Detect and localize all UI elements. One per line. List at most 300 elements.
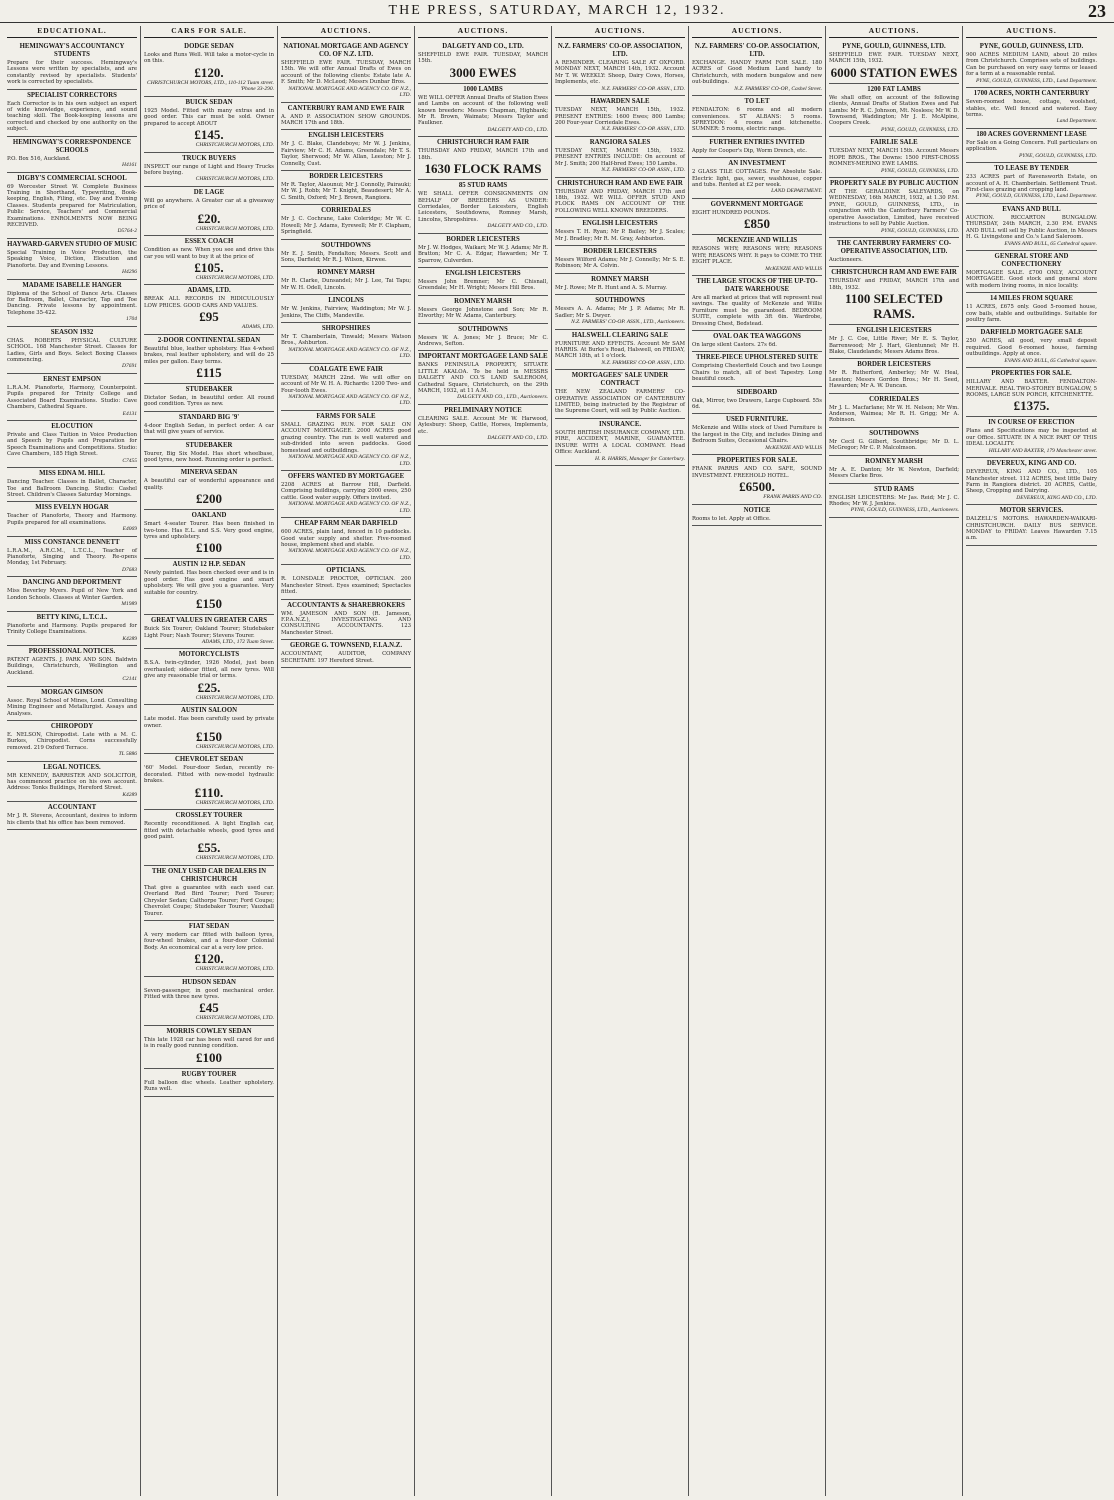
ad-title: COALGATE EWE FAIR bbox=[309, 365, 383, 373]
advertisement bbox=[829, 137, 959, 178]
ad-sign: E4131 bbox=[122, 410, 137, 417]
ad-title: CHRISTCHURCH RAM AND EWE FAIR bbox=[557, 179, 683, 187]
ad-price: £55. bbox=[197, 840, 221, 856]
advertisement bbox=[418, 137, 548, 180]
ad-sign: PYNE, GOULD, GUINNESS, LTD., Land Department. bbox=[975, 193, 1097, 200]
ad-title: BETTY KING, L.T.C.L. bbox=[36, 613, 108, 621]
advertisement bbox=[144, 440, 274, 468]
ad-body: Mr R. Taylor, Alaounui; Mr J. Connolly, Pairauki; Mr W. J. Robb; Mr T. Knight, Beaudesert; Mr A. C. Smith, Oxford; Mr J. Brown, Rangiora. bbox=[281, 182, 411, 201]
column-2 bbox=[141, 26, 278, 1496]
ad-body: CHAS. ROBERTS PHYSICAL CULTURE SCHOOL. 168 Manchester Street. Classes for Ladies, Girls and Boys. Select Boxing Classes commencing. bbox=[7, 337, 137, 363]
ad-sign: DALGETY AND CO., LTD. bbox=[487, 435, 548, 442]
ad-body: Comprising Chesterfield Couch and two Lounge Chairs to match, all of best Tapestry. Long beautiful couch. bbox=[692, 363, 822, 383]
ad-sign: CHRISTCHURCH MOTORS, LTD. bbox=[195, 274, 274, 281]
ad-title: ROMNEY MARSH bbox=[317, 269, 375, 277]
ad-body: Mr W. Jenkins, Fairview, Waddington; Mr W. J. Jenkins, The Cliffs, Mandeville. bbox=[281, 306, 411, 319]
ad-sign: CHRISTCHURCH MOTORS, LTD. bbox=[195, 176, 274, 183]
ad-sign: H4296 bbox=[122, 269, 137, 276]
ad-body: ACCOUNTANT, AUDITOR, COMPANY SECRETARY. 197 Hereford Street. bbox=[281, 651, 411, 664]
ad-sign: N.Z. FARMERS' CO-OP. ASSN., LTD. bbox=[601, 126, 685, 133]
ad-title: HEMINGWAY'S ACCOUNTANCY STUDENTS bbox=[19, 43, 125, 58]
advertisement bbox=[692, 331, 822, 352]
ad-sign: PYNE, GOULD, GUINNESS, LTD., Land Department. bbox=[975, 77, 1097, 84]
advertisement bbox=[829, 84, 959, 138]
ad-body: Mr J. R. Stevens, Accountant, desires to inform his clients that his office has been removed. bbox=[7, 813, 137, 826]
ad-sign: D7683 bbox=[122, 566, 137, 573]
ad-title: CORRIEDALES bbox=[321, 207, 371, 215]
ad-body: 4-door English Sedan, in perfect order. A car that will give years of service. bbox=[144, 422, 274, 436]
ad-title: MOTOR SERVICES. bbox=[999, 507, 1064, 515]
ad-sign: PYNE, GOULD, GUINNESS, LTD., Auctioneers. bbox=[850, 507, 959, 514]
column-heading: AUCTIONS. bbox=[966, 26, 1097, 38]
ad-body: PATENT AGENTS. J. PARK AND SON. Baldwin Buildings, Christchurch, Wellington and Auckland. bbox=[7, 657, 137, 676]
advertisement bbox=[692, 352, 822, 386]
ad-title: AN INVESTMENT bbox=[728, 160, 786, 168]
ad-title: N.Z. FARMERS' CO-OP. ASSOCIATION, LTD. bbox=[557, 43, 683, 58]
ad-title: IN COURSE OF ERECTION bbox=[988, 419, 1075, 427]
ad-title: PYNE, GOULD, GUINNESS, LTD. bbox=[842, 43, 946, 50]
ad-body: BREAK ALL RECORDS IN RIDICULOUSLY LOW PRICES. GOOD CARS AND VALUES. bbox=[144, 296, 274, 309]
column-heading: AUCTIONS. bbox=[281, 26, 411, 38]
ad-title: HUDSON SEDAN bbox=[182, 978, 236, 986]
ad-title: RUGBY TOURER bbox=[181, 1070, 237, 1078]
ad-price: 6000 STATION EWES bbox=[830, 64, 958, 80]
ad-body: SOUTH BRITISH INSURANCE COMPANY, LTD. FIRE, ACCIDENT, MARINE, GUARANTEE. INSURE WITH A LOCAL COMPANY. Head Office: Auckland. bbox=[555, 429, 685, 456]
ad-title: ACCOUNTANT bbox=[47, 804, 97, 812]
ad-title: SOUTHDOWNS bbox=[458, 325, 508, 333]
ad-title: MADAME ISABELLE HANGER bbox=[22, 281, 122, 289]
ad-title: CANTERBURY RAM AND EWE FAIR bbox=[287, 104, 405, 112]
ad-title: OPTICIANS. bbox=[326, 567, 366, 575]
advertisement bbox=[966, 41, 1097, 88]
ad-body: THURSDAY AND FRIDAY, MARCH 17th and 18th, 1932. WE WILL OFFER STUD AND FLOCK RAMS ON ACCOUNT OF THE FOLLOWING WELL KNOWN BREEDERS. bbox=[555, 188, 685, 214]
ad-body: Seven-passenger, in good mechanical order. Fitted with three new tyres. bbox=[144, 987, 274, 1001]
advertisement bbox=[144, 335, 274, 384]
ad-body: 2208 ACRES at Barrow Hill, Darfield. Comprising buildings, carrying 2000 ewes, 250 cattle. Good water supply. Offers invited. bbox=[281, 482, 411, 501]
advertisement bbox=[692, 387, 822, 415]
advertisement bbox=[555, 370, 685, 419]
advertisement bbox=[829, 325, 959, 359]
ad-title: MISS EDNA M. HILL bbox=[39, 470, 105, 478]
advertisement bbox=[144, 866, 274, 921]
ad-title: ENGLISH LEICESTERS bbox=[582, 220, 658, 228]
ad-body: Mr R. Rutherford, Amberley; Mr W. Heal, Leeston; Messrs Gordon Bros.; Mr H. Seed, Hawarden; Mr A. W. Duncan. bbox=[829, 370, 959, 390]
ad-body: Mr R. Clarke, Dunsandel; Mr J. Lee, Tai Tapu; Mr W. H. Odell, Lincoln. bbox=[281, 278, 411, 291]
ad-body: WE WILL OFFER Annual Drafts of Station Ewes and Lambs on account of the following well known breeders: Messrs Chapman, Highbank; Mr R. Brown, Waimate; Messrs Taylor and Faulkner. bbox=[418, 94, 548, 127]
ad-price: £20. bbox=[197, 210, 221, 226]
ad-price: £150 bbox=[196, 596, 222, 612]
ad-title: ROMNEY MARSH bbox=[454, 297, 512, 305]
ad-title: LINCOLNS bbox=[328, 297, 364, 305]
ad-sign: NATIONAL MORTGAGE AND AGENCY CO. OF N.Z., LTD. bbox=[288, 501, 411, 514]
ad-body: Newly painted. Has been checked over and is in good order. Has good engine and smart upholstery. We will give you a guarantee. Very suitable for country. bbox=[144, 570, 274, 596]
ad-title: CHRISTCHURCH RAM AND EWE FAIR bbox=[831, 269, 957, 277]
ad-price: 1100 SELECTED RAMS. bbox=[845, 291, 943, 322]
ad-title: STUDEBAKER bbox=[185, 441, 233, 449]
ad-body: Teacher of Pianoforte, Theory and Harmony. Pupils prepared for all examinations. bbox=[7, 513, 137, 526]
advertisement bbox=[7, 537, 137, 578]
ad-title: MINERVA SEDAN bbox=[180, 469, 238, 477]
advertisement bbox=[7, 646, 137, 687]
ad-body: We shall offer, on account of the following clients, Annual Drafts of Station Ewes and Fat Lambs: Mr R. C. Johnson, Mt. Noslees; Mr W. D. Townsend, Waddington; Mr J. E. McAlpine, Coopers Creek. bbox=[829, 94, 959, 127]
ad-body: 69 Worcester Street W. Complete Business Training in Shorthand, Typewriting, Book-keeping, English, Filing, etc. Day and Evening Classes. Students prepared for Matriculation, Public Service, Teachers' and Commercial Examinations. ENROLMENTS NOW BEING RECEIVED. bbox=[7, 183, 137, 228]
ad-sign: D5764-2 bbox=[117, 228, 137, 235]
ad-price: £25. bbox=[197, 679, 221, 695]
ad-sign: DEVEREUX, KING AND CO., LTD. bbox=[1016, 494, 1097, 501]
ad-body: Assoc. Royal School of Mines, Lond. Consulting Mining Engineer and Metallurgist. Assays and Analyses. bbox=[7, 697, 137, 717]
ad-title: NOTICE bbox=[743, 506, 771, 514]
ad-sign: CHRISTCHURCH MOTORS, LTD. bbox=[195, 1015, 274, 1022]
ad-title: THE CANTERBURY FARMERS' CO-OPERATIVE ASSOCIATION, LTD. bbox=[836, 240, 952, 255]
ad-title: USED FURNITURE. bbox=[726, 416, 788, 424]
ad-title: ELOCUTION bbox=[51, 423, 93, 430]
ad-body: B.S.A. twin-cylinder, 1926 Model, just been overhauled; sidecar fitted, all new tyres. Will give any reasonable trial or terms. bbox=[144, 660, 274, 680]
ad-sign: H. R. HARRIS, Manager for Canterbury. bbox=[595, 455, 685, 462]
ad-title: ENGLISH LEICESTERS bbox=[308, 132, 384, 140]
ad-body: HILLARY AND BAXTER. FENDALTON-MERIVALE. REAL TWO-STOREY BUNGALOW, 5 ROOMS, LARGE SUN PORCH, KITCHENETTE. bbox=[966, 379, 1097, 398]
advertisement bbox=[281, 240, 411, 268]
column-heading: AUCTIONS. bbox=[829, 26, 959, 38]
advertisement bbox=[144, 97, 274, 153]
advertisement bbox=[418, 180, 548, 234]
page-number: 23 bbox=[1088, 1, 1106, 21]
advertisement bbox=[281, 600, 411, 641]
ad-title: OAKLAND bbox=[191, 512, 227, 520]
advertisement bbox=[418, 351, 548, 405]
ad-title: ROMNEY MARSH bbox=[865, 457, 923, 465]
ad-sign: CHRISTCHURCH MOTORS, LTD. bbox=[195, 799, 274, 806]
advertisement bbox=[966, 417, 1097, 458]
ad-title: IMPORTANT MORTGAGEE LAND SALE bbox=[418, 353, 548, 361]
ad-title: MORTGAGEES' SALE UNDER CONTRACT bbox=[571, 372, 669, 388]
ad-title: LEGAL NOTICES. bbox=[43, 763, 101, 771]
ad-title: ESSEX COACH bbox=[184, 238, 234, 246]
ad-body: DALZELL'S MOTORS. HAWARDEN-WAIKARI-CHRISTCHURCH. DAILY BUS SERVICE. MONDAY to FRIDAY: Leaves Hawarden 7.15 a.m. bbox=[966, 516, 1097, 542]
ad-body: Messrs A. A. Adams; Mr J. P. Adams; Mr R. Sadler; Mr S. Dwyer. bbox=[555, 306, 685, 319]
ad-body: Special Training in Voice Production, the Speaking Voice, Diction, Elocution and Pianoforte. Day and Evening Lessons. bbox=[7, 249, 137, 269]
advertisement bbox=[692, 158, 822, 199]
ad-body: Messrs W. A. Jones; Mr J. Bruce; Mr C. Andrews, Sefton. bbox=[418, 334, 548, 347]
ad-price: £100 bbox=[196, 540, 222, 556]
advertisement bbox=[966, 204, 1097, 251]
ad-title: CROSSLEY TOURER bbox=[175, 812, 243, 820]
ad-title: FIAT SEDAN bbox=[188, 922, 230, 930]
advertisement bbox=[281, 267, 411, 295]
column-7 bbox=[826, 26, 963, 1496]
ad-sign: EVANS AND BULL, 65 Cathedral square. bbox=[1004, 357, 1097, 364]
advertisement bbox=[829, 394, 959, 428]
ad-body: Mr Cecil G. Gilbert, Southbridge; Mr D. L. McGregor; Mr C. P. Malcolmson. bbox=[829, 438, 959, 452]
ad-title: GENERAL STORE AND CONFECTIONERY bbox=[994, 253, 1069, 268]
ad-title: PROFESSIONAL NOTICES. bbox=[28, 648, 116, 655]
ad-sign: E4069 bbox=[122, 526, 137, 533]
ad-title: DANCING AND DEPORTMENT bbox=[22, 579, 122, 587]
ad-body: A very modern car fitted with balloon tyres, four-wheel brakes, and a four-door Colonial Body. An economical car at a very low price. bbox=[144, 931, 274, 951]
ad-title: HALSWELL CLEARING SALE bbox=[571, 331, 669, 339]
ad-sign: PYNE, GOULD, GUINNESS, LTD. bbox=[1019, 152, 1097, 159]
advertisement bbox=[692, 414, 822, 455]
advertisement bbox=[966, 88, 1097, 129]
ad-body: L.R.A.M. Pianoforte, Harmony, Counterpoint. Pupils prepared for Trinity College and Associated Board Examinations. Studio: Cave Chambers, Cathedral Square. bbox=[7, 384, 137, 411]
ad-title: ERNEST EMPSON bbox=[43, 375, 101, 383]
ad-body: For Sale on a Going Concern. Full particulars on application. bbox=[966, 139, 1097, 153]
ad-sign: DALGETY AND CO., LTD., Auctioneers. bbox=[457, 394, 548, 401]
ad-title: SHROPSHIRES bbox=[321, 324, 371, 332]
ad-body: '60' Model. Four-door Sedan, recently re-decorated. Fitted with new-model hydraulic brakes. bbox=[144, 765, 274, 785]
advertisement bbox=[555, 330, 685, 371]
ad-title: SIDEBOARD bbox=[736, 388, 778, 396]
column-heading: AUCTIONS. bbox=[692, 26, 822, 38]
ad-price: £110. bbox=[194, 784, 224, 800]
advertisement bbox=[144, 187, 274, 236]
advertisement bbox=[7, 577, 137, 611]
advertisement bbox=[7, 374, 137, 421]
advertisement bbox=[966, 458, 1097, 505]
ad-body: SMALL GRAZING RUN. FOR SALE ON ACCOUNT MORTGAGEE. 2000 ACRES good grazing country. The run is well watered and sub-divided into seven paddocks. Good homestead and outbuildings. bbox=[281, 421, 411, 454]
ad-body: Rooms to let. Apply at Office. bbox=[692, 515, 771, 522]
ad-body: Smart 4-seater Tourer. Has been finished in two-tone. Has E.L. and S.S. Very good engine, tyres and upholstery. bbox=[144, 521, 274, 541]
ad-body: Mr J. C. Cochrane, Lake Coleridge; Mr W. C. Howell; Mr J. Adams, Eyrewell; Mr F. Clapham, Springfield. bbox=[281, 216, 411, 236]
classified-columns bbox=[4, 26, 1110, 1496]
advertisement bbox=[829, 267, 959, 325]
ad-title: OVAL OAK TEA WAGGONS bbox=[713, 333, 801, 341]
advertisement bbox=[144, 467, 274, 510]
ad-sign: CHRISTCHURCH MOTORS, LTD., 110-112 Tuam street. 'Phone 33-290. bbox=[147, 79, 274, 93]
advertisement bbox=[966, 327, 1097, 368]
advertisement bbox=[144, 412, 274, 440]
advertisement bbox=[144, 236, 274, 285]
advertisement bbox=[7, 327, 137, 374]
advertisement bbox=[281, 565, 411, 599]
ad-title: DE LAGE bbox=[193, 188, 225, 196]
ad-title: MISS EVELYN HOGAR bbox=[35, 504, 109, 512]
ad-title: CHIROPODY bbox=[50, 722, 94, 730]
ad-body: McKenzie and Willis stock of Used Furniture is the largest in the City, and includes Dining and Bedroom Suites, Occasional Chairs. bbox=[692, 425, 822, 445]
ad-body: TUESDAY NEXT, MARCH 15th, 1932. PRESENT ENTRIES: 1600 Ewes; 800 Lambs; 200 Four-year Corriedale Ewes. bbox=[555, 107, 685, 126]
advertisement bbox=[7, 721, 137, 762]
ad-title: ENGLISH LEICESTERS bbox=[856, 327, 932, 335]
advertisement bbox=[281, 471, 411, 518]
ad-body: THURSDAY AND FRIDAY, MARCH 17th and 18th. bbox=[418, 148, 548, 161]
advertisement bbox=[555, 41, 685, 96]
ad-sign: NATIONAL MORTGAGE AND AGENCY CO. OF N.Z., LTD. bbox=[288, 346, 411, 360]
ad-body: A beautiful car of wonderful appearance and quality. bbox=[144, 478, 274, 491]
ad-body: Messrs John Bremner; Mr C. Chisnall, Greendale; Mr H. Wright; Messrs Hill Bros. bbox=[418, 278, 548, 292]
ad-body: Private and Class Tuition in Voice Production and Speech by Pupils and Preparation for Speech Examinations and Competitions. Studio: Cave Chambers, 185 High Street. bbox=[7, 432, 137, 458]
ad-sign: McKENZIE AND WILLIS bbox=[765, 265, 822, 272]
ad-body: ENGLISH LEICESTERS: Mr Jas. Reid; Mr J. C. Rhodes; Mr W. J. Jenkins. bbox=[829, 494, 959, 507]
ad-title: TO LEASE BY TENDER bbox=[994, 165, 1069, 173]
ad-sign: CHRISTCHURCH MOTORS, LTD. bbox=[195, 142, 274, 149]
ad-title: N.Z. FARMERS' CO-OP. ASSOCIATION, LTD. bbox=[694, 43, 820, 58]
advertisement bbox=[7, 802, 137, 830]
ad-title: MISS CONSTANCE DENNETT bbox=[24, 538, 120, 546]
ad-sign: D7691 bbox=[122, 363, 137, 370]
ad-title: CHEAP FARM NEAR DARFIELD bbox=[294, 520, 398, 528]
ad-body: FRANK PARRIS AND CO. SAFE, SOUND INVESTMENT. FREEHOLD HOTEL. bbox=[692, 466, 822, 479]
ad-body: THE NEW ZEALAND FARMERS' CO-OPERATIVE ASSOCIATION OF CANTERBURY LIMITED, being instructed by the Registrar of the Supreme Court, will sell by Public Auction. bbox=[555, 389, 685, 415]
ad-sign: TL 5886 bbox=[118, 751, 137, 758]
advertisement bbox=[555, 246, 685, 274]
ad-body: Messrs Wilford Adams; Mr J. Connelly; Mr S. E. Robinson; Mr A. Colvin. bbox=[555, 257, 685, 270]
ad-sign: H4161 bbox=[122, 162, 137, 169]
advertisement bbox=[692, 276, 822, 331]
ad-title: ENGLISH LEICESTERS bbox=[445, 269, 521, 277]
ad-body: Mr A. E. Danton; Mr W. Newton, Darfield; Messrs Clarke Bros. bbox=[829, 466, 959, 480]
ad-sign: McKENZIE AND WILLIS bbox=[765, 444, 822, 451]
ad-body: FURNITURE AND EFFECTS. Account Mr SAM HARRIS. At Burke's Road, Halswell, on FRIDAY, MARCH 18th, at 1 o'clock. bbox=[555, 340, 685, 360]
ad-sign: NATIONAL MORTGAGE AND AGENCY CO. OF N.Z., LTD. bbox=[288, 85, 411, 99]
ad-body: Recently reconditioned. A light English car, fitted with detachable wheels, good tyres and good paint. bbox=[144, 821, 274, 840]
advertisement bbox=[555, 274, 685, 295]
column-6 bbox=[689, 26, 826, 1496]
ad-title: 1200 FAT LAMBS bbox=[867, 85, 921, 93]
ad-title: 1700 ACRES, NORTH CANTERBURY bbox=[973, 90, 1090, 98]
ad-title: BORDER LEICESTERS bbox=[309, 173, 383, 181]
ad-title: THE ONLY USED CAR DEALERS IN CHRISTCHURCH bbox=[151, 867, 267, 883]
advertisement bbox=[829, 428, 959, 456]
advertisement bbox=[418, 41, 548, 84]
ad-body: This late 1928 car has been well cared for and is in really good running condition. bbox=[144, 1036, 274, 1050]
advertisement bbox=[281, 518, 411, 565]
ad-body: 1925 Model. Fitted with many extras and in good order. This car must be sold. Owner prepared to accept ABOUT bbox=[144, 107, 274, 127]
ad-title: OFFERS WANTED BY MORTGAGEE bbox=[287, 473, 405, 480]
ad-title: GOVERNMENT MORTGAGE bbox=[710, 200, 804, 208]
ad-price: 3000 EWES bbox=[449, 64, 517, 80]
ad-title: TO LET bbox=[744, 98, 770, 106]
advertisement bbox=[281, 41, 411, 103]
ad-title: 2-DOOR CONTINENTAL SEDAN bbox=[157, 336, 261, 344]
advertisement bbox=[144, 1026, 274, 1069]
advertisement bbox=[281, 103, 411, 131]
ad-body: Diploma of the School of Dance Arts. Classes for Ballroom, Ballet, Character, Tap and Toe Dancing. Private lessons by appointment. Telephone 35-422. bbox=[7, 290, 137, 316]
ad-body: Seven-roomed house, cottage, woolshed, stables, etc. Well fenced and watered. Easy terms. bbox=[966, 99, 1097, 118]
ad-price: £120. bbox=[194, 64, 224, 80]
ad-sign: PYNE, GOULD, GUINNESS, LTD. bbox=[881, 227, 959, 234]
ad-sign: CHRISTCHURCH MOTORS, LTD. bbox=[195, 855, 274, 862]
advertisement bbox=[555, 137, 685, 178]
ad-body: TUESDAY, MARCH 22nd. We will offer on account of Mr W. H. A. Richards: 1200 Two- and Four-tooth Ewes. bbox=[281, 374, 411, 394]
ad-price: £115 bbox=[196, 365, 222, 380]
ad-body: SHEFFIELD EWE FAIR. TUESDAY NEXT, MARCH 15th, 1932. bbox=[829, 52, 959, 65]
ad-title: STUDEBAKER bbox=[185, 386, 233, 393]
ad-body: 250 ACRES, all good, very small deposit required. Good 6-roomed house, farming outbuildings. Apply at once. bbox=[966, 338, 1097, 358]
ad-price: £850 bbox=[744, 216, 770, 232]
ad-body: WM. JAMESON AND SON (R. Jameson, F.P.A.N.Z.), INVESTIGATING AND CONSULTING ACCOUNTANTS. 123 Manchester Street. bbox=[281, 610, 411, 636]
ad-price: £145. bbox=[194, 127, 224, 143]
ad-body: MORTGAGEE SALE. £700 ONLY, ACCOUNT MORTGAGEE. Good stock and general store with modern living rooms, in nice locality. bbox=[966, 270, 1097, 289]
ad-title: ADAMS, LTD. bbox=[187, 287, 231, 295]
ad-title: HAWARDEN SALE bbox=[590, 98, 650, 106]
advertisement bbox=[555, 419, 685, 466]
advertisement bbox=[7, 90, 137, 137]
ad-price: £150 bbox=[196, 728, 222, 744]
ad-body: Plans and Specifications may be inspected at our Office. SITUATE IN A NICE PART OF THIS IDEAL LOCALITY. bbox=[966, 428, 1097, 448]
ad-price: £100 bbox=[196, 1049, 222, 1065]
ad-body: Mr J. C. Coe, Little River; Mr E. S. Taylor, Barrenwood; Mr J. Hart, Glentunnel; Mr H. Blake, Claudelands; Messrs Adams Bros. bbox=[829, 336, 959, 356]
ad-body: FENDALTON: 6 rooms and all modern conveniences. ST ALBANS: 5 rooms. SPREYDON: 4 rooms and kitchenette. SUMNER: 5 rooms, electric range. bbox=[692, 107, 822, 133]
advertisement bbox=[7, 137, 137, 173]
advertisement bbox=[144, 921, 274, 977]
advertisement bbox=[281, 171, 411, 205]
advertisement bbox=[966, 505, 1097, 546]
advertisement bbox=[144, 384, 274, 412]
ad-title: NATIONAL MORTGAGE AND AGENCY CO. OF N.Z. LTD. bbox=[283, 43, 409, 58]
ad-price: £95 bbox=[199, 309, 219, 325]
ad-sign: C7455 bbox=[122, 457, 137, 464]
ad-title: MCKENZIE AND WILLIS bbox=[716, 237, 798, 245]
ad-title: 180 ACRES GOVERNMENT LEASE bbox=[976, 130, 1087, 138]
ad-body: MR KENNEDY, BARRISTER AND SOLICITOR, has commenced practice on his own account. Address: Tonks Buildings, Hereford Street. bbox=[7, 772, 137, 792]
ad-body: Messrs George Johnstone and Son; Mr R. Elworthy; Mr W. Adams, Canterbury. bbox=[418, 306, 548, 320]
ad-body: AUCTION. RICCARTON BUNGALOW. THURSDAY, 24th MARCH, 2.30 P.M. EVANS AND BULL will sell by Public Auction, in Messrs H. G. Livingstone and Co.'s Land Saleroom. bbox=[966, 214, 1097, 241]
column-4 bbox=[415, 26, 552, 1496]
ad-title: CHRISTCHURCH RAM FAIR bbox=[436, 139, 529, 147]
ad-body: A REMINDER. CLEARING SALE AT OXFORD. MONDAY NEXT, MARCH 14th, 1932. Account Mr T. W. WEEKLY: Sheep, Dairy Cows, Horses, Implements, etc. bbox=[555, 60, 685, 86]
ad-title: AUSTIN 12 H.P. SEDAN bbox=[172, 561, 246, 569]
advertisement bbox=[281, 364, 411, 411]
advertisement bbox=[281, 640, 411, 668]
ad-title: PRELIMINARY NOTICE bbox=[444, 406, 522, 414]
column-5 bbox=[552, 26, 689, 1496]
advertisement bbox=[555, 218, 685, 246]
ad-body: That give a guarantee with each used car. Overland Red Bird Tourer; Ford Tourer; Chrysler Sedan; Calthorpe Tourer; Ford Coupe; Chevrolet Coupe; Studebaker Tourer; Vauxhall Tourer. bbox=[144, 884, 274, 917]
advertisement bbox=[144, 559, 274, 615]
ad-body: On large silent Castors. 27s 6d. bbox=[692, 342, 777, 349]
ad-sign: FRANK PARRIS AND CO. bbox=[763, 494, 822, 500]
ad-sign: K4289 bbox=[122, 635, 137, 642]
ad-title: SOUTHDOWNS bbox=[321, 241, 371, 249]
advertisement bbox=[144, 153, 274, 187]
ad-title: EVANS AND BULL bbox=[1002, 205, 1061, 213]
ad-sign: PYNE, GOULD, GUINNESS, LTD. bbox=[881, 126, 959, 133]
advertisement bbox=[555, 295, 685, 329]
advertisement bbox=[281, 205, 411, 239]
ad-title: 85 STUD RAMS bbox=[458, 182, 508, 190]
advertisement bbox=[418, 405, 548, 446]
advertisement bbox=[7, 280, 137, 327]
ad-body: Full balloon disc wheels. Leather upholstery. Runs well. bbox=[144, 1079, 274, 1093]
ad-title: DIGBY'S COMMERCIAL SCHOOL bbox=[17, 174, 127, 182]
advertisement bbox=[144, 705, 274, 754]
advertisement bbox=[555, 178, 685, 219]
ad-title: 1000 LAMBS bbox=[463, 85, 503, 93]
ad-body: Miss Beverley Myers. Pupil of New York and London Schools. Classes at Winter Garden. bbox=[7, 588, 137, 601]
ad-body: Looks and Runs Well. Will take a motor-cycle in on this. bbox=[144, 52, 274, 65]
ad-sign: 1704 bbox=[126, 316, 137, 323]
ad-title: HEMINGWAY'S CORRESPONDENCE SCHOOLS bbox=[12, 138, 132, 154]
column-heading: AUCTIONS. bbox=[555, 26, 685, 38]
advertisement bbox=[144, 510, 274, 559]
ad-body: 2 GLASS TILE COTTAGES. For Absolute Sale. Electric light, gas, sewer, washhouse, copper and tubs. Rented at £2 per week. bbox=[692, 169, 822, 188]
advertisement bbox=[7, 173, 137, 239]
ad-body: Buick Six Tourer; Oakland Tourer; Studebaker Light Four; Nash Tourer; Stevens Tourer. bbox=[144, 626, 274, 639]
ad-title: ACCOUNTANTS & SHAREBROKERS bbox=[287, 601, 405, 609]
ad-body: 900 ACRES MEDIUM LAND, about 20 miles from Christchurch. Comprises sets of buildings. Can be purchased on very easy terms or leased for a term at a reasonable rental. bbox=[966, 52, 1097, 78]
masthead bbox=[0, 0, 1114, 23]
ad-sign: PYNE, GOULD, GUINNESS, LTD. bbox=[881, 167, 959, 174]
advertisement bbox=[144, 615, 274, 649]
ad-title: AUSTIN SALOON bbox=[180, 707, 238, 715]
ad-price: £120. bbox=[194, 951, 224, 967]
advertisement bbox=[281, 323, 411, 364]
ad-sign: NATIONAL MORTGAGE AND AGENCY CO. OF N.Z., LTD. bbox=[288, 393, 411, 407]
ad-body: Dictator Sedan, in beautiful order. All round good condition. Tyres as new. bbox=[144, 395, 274, 408]
ad-title: MORGAN GIMSON bbox=[41, 688, 103, 696]
ad-body: EXCHANGE. HANDY FARM FOR SALE. 180 ACRES of Good Medium Land handy to Christchurch, with modern bungalow and new out-buildings. bbox=[692, 60, 822, 86]
ad-body: EIGHT HUNDRED POUNDS. bbox=[692, 209, 771, 216]
advertisement bbox=[966, 251, 1097, 293]
